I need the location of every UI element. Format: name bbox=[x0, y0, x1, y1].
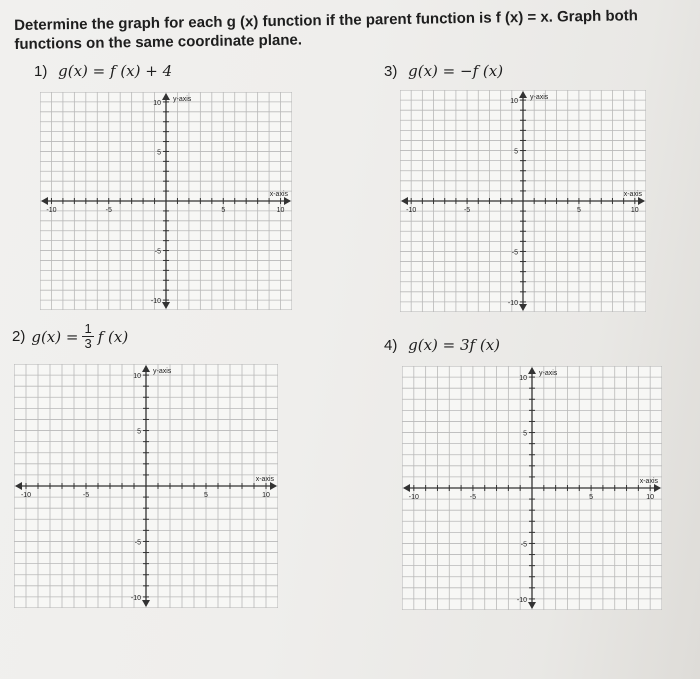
y-axis-label: y-axis bbox=[153, 368, 172, 375]
y-tick-label: -5 bbox=[520, 541, 527, 549]
fraction-denominator: 3 bbox=[84, 336, 92, 351]
y-tick-label: 10 bbox=[519, 375, 527, 383]
x-axis-label: x-axis bbox=[639, 478, 658, 485]
y-tick-label: -5 bbox=[511, 249, 518, 257]
x-tick-label: 5 bbox=[221, 207, 226, 214]
problem-4-expression: g(x) = 3f (x) bbox=[408, 336, 501, 354]
y-tick-label: 5 bbox=[137, 428, 141, 436]
x-tick-label: -10 bbox=[408, 494, 419, 501]
x-tick-label: -5 bbox=[82, 492, 90, 499]
y-tick-label: 10 bbox=[153, 99, 161, 107]
y-tick-label: 5 bbox=[523, 430, 527, 438]
problem-4-number: 4) bbox=[384, 337, 398, 354]
graph-1[interactable] bbox=[40, 92, 292, 315]
y-axis-label: y-axis bbox=[173, 96, 192, 103]
problem-2-expression-suffix: f (x) bbox=[97, 327, 129, 346]
y-tick-label: -10 bbox=[507, 299, 518, 307]
y-tick-label: 10 bbox=[510, 98, 518, 106]
coordinate-grid-3[interactable] bbox=[400, 90, 646, 312]
problem-2-expression-prefix: g(x) = bbox=[31, 327, 79, 346]
x-tick-label: -10 bbox=[20, 492, 32, 499]
x-tick-label: 5 bbox=[204, 492, 208, 499]
y-tick-label: -5 bbox=[154, 248, 161, 256]
x-tick-label: 5 bbox=[589, 494, 594, 501]
problem-4 bbox=[384, 336, 500, 354]
instructions bbox=[14, 5, 695, 54]
problem-2-fraction bbox=[82, 322, 93, 351]
x-tick-label: -5 bbox=[105, 207, 112, 214]
coordinate-grid-4[interactable] bbox=[402, 366, 662, 610]
problem-1 bbox=[34, 62, 172, 80]
problem-3 bbox=[384, 62, 503, 80]
instructions-line-1: Determine the graph for each g (x) function if the parent function is f (x) = x. Graph both bbox=[14, 7, 639, 34]
instructions-line-2: functions on the same coordinate plane. bbox=[14, 31, 303, 53]
problem-3-number: 3) bbox=[384, 63, 398, 80]
problem-2-number: 2) bbox=[12, 328, 26, 345]
coordinate-grid-2[interactable] bbox=[14, 364, 278, 608]
y-tick-label: -10 bbox=[150, 298, 161, 306]
coordinate-grid-1[interactable] bbox=[40, 92, 292, 310]
problem-3-expression: g(x) = −f (x) bbox=[408, 62, 504, 80]
y-tick-label: 10 bbox=[133, 373, 141, 381]
problem-2 bbox=[12, 322, 128, 351]
x-tick-label: -10 bbox=[406, 207, 417, 214]
graph-4[interactable] bbox=[402, 366, 662, 615]
y-tick-label: 5 bbox=[157, 149, 161, 157]
x-tick-label: 5 bbox=[576, 207, 581, 214]
x-axis-label: x-axis bbox=[269, 191, 288, 198]
y-axis-label: y-axis bbox=[539, 370, 558, 377]
x-tick-label: -5 bbox=[463, 207, 471, 214]
x-tick-label: 10 bbox=[630, 207, 639, 214]
graph-2[interactable] bbox=[14, 364, 278, 613]
x-axis-label: x-axis bbox=[623, 191, 642, 198]
y-tick-label: 5 bbox=[514, 148, 518, 156]
x-tick-label: -10 bbox=[46, 207, 57, 214]
fraction-numerator: 1 bbox=[84, 321, 92, 336]
x-tick-label: -5 bbox=[469, 494, 477, 501]
y-tick-label: -10 bbox=[516, 596, 527, 604]
y-axis-label: y-axis bbox=[530, 94, 549, 101]
x-tick-label: 10 bbox=[646, 494, 655, 501]
problem-1-number: 1) bbox=[34, 63, 48, 80]
problem-1-expression: g(x) = f (x) + 4 bbox=[58, 62, 173, 80]
y-tick-label: -5 bbox=[134, 539, 141, 547]
y-tick-label: -10 bbox=[130, 594, 141, 602]
graph-3[interactable] bbox=[400, 90, 646, 317]
x-tick-label: 10 bbox=[262, 492, 270, 499]
x-tick-label: 10 bbox=[276, 207, 285, 214]
x-axis-label: x-axis bbox=[255, 476, 274, 483]
